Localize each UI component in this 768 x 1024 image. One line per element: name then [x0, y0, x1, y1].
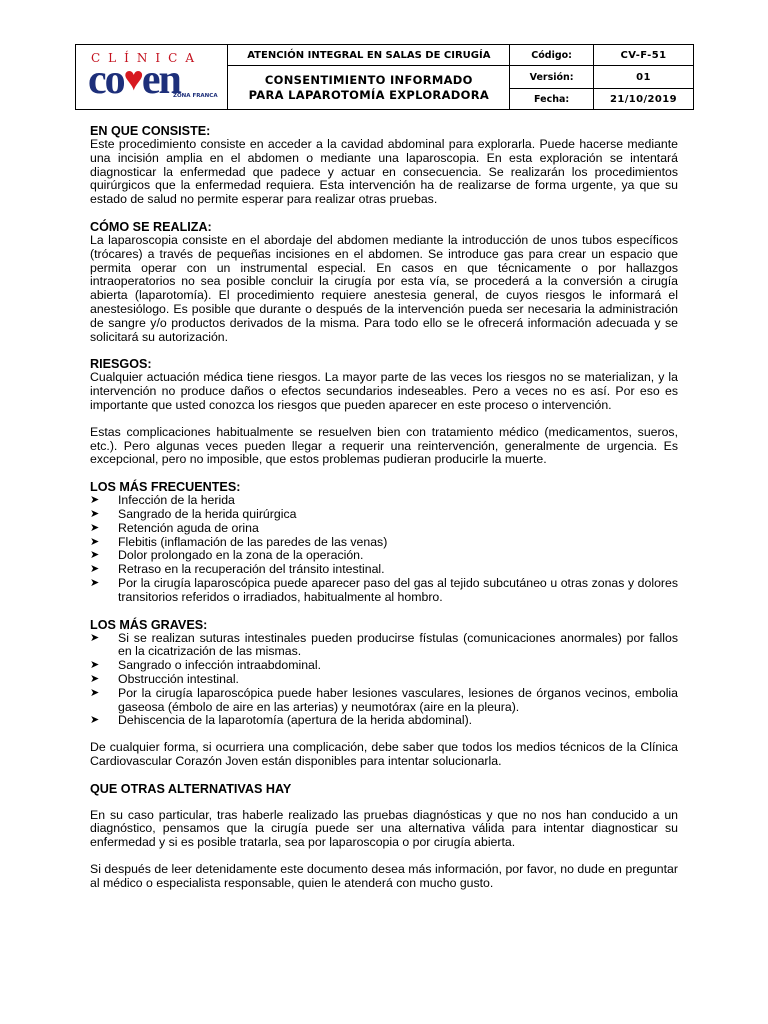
version-label: Versión:: [510, 66, 594, 89]
section-title-consiste: EN QUE CONSISTE:: [90, 124, 211, 138]
list-item: ➤ Si se realizan suturas intestinales pueden producirse fístulas (comunicaciones anormales) por fallos en la cicatrización de las mismas.: [90, 630, 678, 659]
version-value: 01: [594, 66, 694, 89]
arrowhead-bullet-icon: ➤: [90, 549, 100, 562]
list-item: ➤ Dehiscencia de la laparotomía (apertura de la herida abdominal).: [90, 713, 473, 728]
section-title-riesgos: RIESGOS:: [90, 357, 152, 372]
heart-icon: ♥: [123, 61, 142, 98]
arrowhead-bullet-icon: ➤: [90, 576, 100, 589]
arrowhead-bullet-icon: ➤: [90, 659, 100, 672]
fecha-value: 21/10/2019: [594, 89, 694, 110]
header-title-2: [228, 66, 510, 110]
logo-sub-text: ZONA FRANCA: [173, 93, 218, 99]
arrowhead-bullet-icon: ➤: [90, 714, 100, 727]
paragraph-riesgos-1: Cualquier actuación médica tiene riesgos. La mayor parte de las veces los riesgos no se materializan, y la intervención no produce daños o efectos secundarios indeseables. Pero a veces no es así. Por eso es importante que usted conozca los riesgos que pueden aparecer en este proceso o intervención.: [90, 370, 678, 412]
logo-main-text: [88, 57, 180, 103]
list-item: ➤ Sangrado de la herida quirúrgica: [90, 506, 297, 521]
list-item: ➤ Por la cirugía laparoscópica puede aparecer paso del gas al tejido subcutáneo u otras zonas y dolores transitorios referidos o irradiados, habitualmente al hombro.: [90, 575, 678, 604]
list-item: ➤ Sangrado o infección intraabdominal.: [90, 658, 322, 673]
header-title-2a: CONSENTIMIENTO INFORMADO: [264, 72, 473, 87]
header-title-1: ATENCIÓN INTEGRAL EN SALAS DE CIRUGÍA: [228, 45, 510, 66]
list-item: ➤ Por la cirugía laparoscópica puede haber lesiones vasculares, lesiones de órganos vecinos, embolia gaseosa (émbolo de aire en las arterias) y neumotórax (aire en la pleura).: [90, 685, 678, 714]
arrowhead-bullet-icon: ➤: [90, 686, 100, 699]
list-graves: [90, 632, 678, 729]
document-header: [75, 44, 694, 110]
logo-main-b: en: [141, 57, 180, 103]
paragraph-complicacion: De cualquier forma, si ocurriera una complicación, debe saber que todos los medios técnicos de la Clínica Cardiovascular Corazón Joven están disponibles para intentar solucionarla.: [90, 740, 678, 768]
arrowhead-bullet-icon: ➤: [90, 563, 100, 576]
section-title-alternativas: QUE OTRAS ALTERNATIVAS HAY: [90, 781, 292, 796]
section-title-realiza: CÓMO SE REALIZA:: [90, 219, 212, 234]
logo-top-text: CLÍNICA: [91, 51, 202, 65]
list-item: ➤ Flebitis (inflamación de las paredes de las venas): [90, 534, 388, 549]
logo-main-a: co: [88, 57, 124, 103]
arrowhead-bullet-icon: ➤: [90, 631, 100, 644]
clinic-logo: [76, 45, 226, 109]
list-item: ➤ Retención aguda de orina: [90, 520, 259, 535]
fecha-label: Fecha:: [510, 89, 594, 110]
list-item: ➤ Infección de la herida: [90, 493, 235, 508]
paragraph-final: Si después de leer detenidamente este documento desea más información, por favor, no dude en preguntar al médico o especialista responsable, quien le atenderá con mucho gusto.: [90, 862, 678, 890]
list-item: ➤ Dolor prolongado en la zona de la operación.: [90, 548, 364, 563]
header-title-2b: PARA LAPAROTOMÍA EXPLORADORA: [248, 87, 490, 102]
logo-cell: [76, 45, 228, 110]
codigo-value: CV-F-51: [594, 45, 694, 66]
document-body: [90, 124, 678, 891]
paragraph-riesgos-2: Estas complicaciones habitualmente se resuelven bien con tratamiento médico (medicamentos, sueros, etc.). Pero algunas veces pueden llegar a requerir una reintervención, generalmente de urgencia. Es excepcional, pero no imposible, que estos problemas pudieran producirle la muerte.: [90, 424, 678, 467]
arrowhead-bullet-icon: ➤: [90, 535, 100, 548]
arrowhead-bullet-icon: ➤: [90, 494, 100, 507]
paragraph-realiza: La laparoscopia consiste en el abordaje del abdomen mediante la introducción de unos tubos específicos (trócares) a través de pequeñas incisiones en el abdomen. Se introduce gas para crear un espacio que permita operar con un instrumental especial. En casos en que técnicamente o por hallazgos intraoperatorios no sea posible concluir la cirugía por esta vía, se procederá a la conversión a cirugía abierta (laparotomía). El procedimiento requiere anestesia general, de cuyos riesgos le informará el anestesiólogo. Es posible que durante o después de la intervención pueda ser necesaria la administración de sangre y/o productos derivados de la misma. Para todo ello se le ofrecerá información adecuada y se solicitará su autorización.: [90, 232, 678, 344]
arrowhead-bullet-icon: ➤: [90, 521, 100, 534]
paragraph-alternativas: En su caso particular, tras haberle realizado las pruebas diagnósticas y que no nos han conducido a un diagnóstico, pensamos que la cirugía puede ser una alternativa válida para intentar diagnosticar su enfermedad y si es posible tratarla, sea por laparoscopia o por cirugía abierta.: [90, 807, 678, 850]
list-item: ➤ Obstrucción intestinal.: [90, 671, 239, 686]
section-title-frecuentes: LOS MÁS FRECUENTES:: [90, 480, 241, 495]
list-frecuentes: [90, 494, 678, 604]
codigo-label: Código:: [510, 45, 594, 66]
arrowhead-bullet-icon: ➤: [90, 672, 100, 685]
paragraph-consiste: Este procedimiento consiste en acceder a la cavidad abdominal para explorarla. Puede hacerse mediante una incisión amplia en el abdomen o mediante una laparoscopia. En esta exploración se intentará diagnosticar la enfermedad que padece y actuar en consecuencia. Se realizarán los procedimientos quirúrgicos que la enfermedad requiera. Esta intervención ha de realizarse de forma urgente, ya que su estado de salud no permite esperar para realizar otras pruebas.: [90, 137, 678, 207]
section-title-graves: LOS MÁS GRAVES:: [90, 617, 208, 632]
arrowhead-bullet-icon: ➤: [90, 507, 100, 520]
list-item: ➤ Retraso en la recuperación del tránsito intestinal.: [90, 562, 385, 577]
